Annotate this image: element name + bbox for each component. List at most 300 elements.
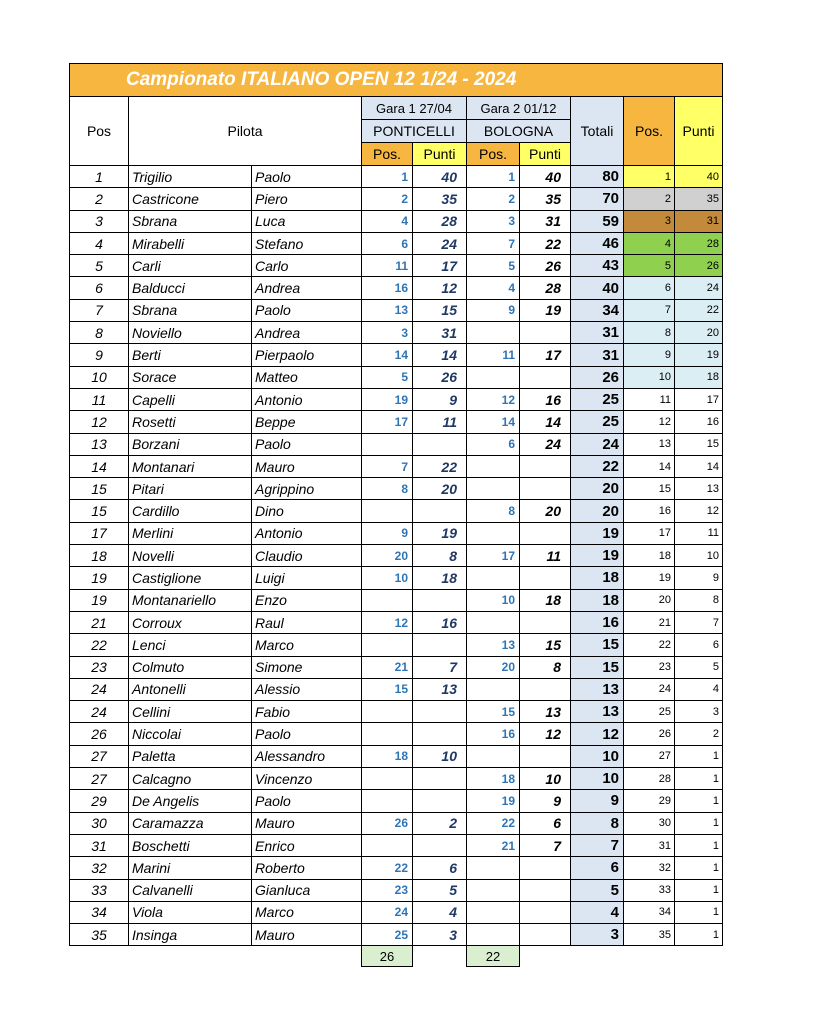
row-cognome: Trigilio: [129, 166, 252, 188]
row-final-pos: 6: [624, 277, 675, 299]
row-pos: 19: [70, 567, 129, 589]
row-g1-pos: 20: [362, 545, 413, 567]
row-g1-pos: [362, 433, 413, 455]
row-final-punti: 7: [675, 611, 723, 633]
row-cognome: Boschetti: [129, 834, 252, 856]
row-g2-punti: [520, 857, 571, 879]
row-g2-pos: [467, 924, 520, 946]
row-nome: Simone: [252, 656, 362, 678]
row-cognome: Rosetti: [129, 411, 252, 433]
row-g1-pos: 9: [362, 522, 413, 544]
row-final-punti: 20: [675, 322, 723, 344]
row-g2-pos: 21: [467, 834, 520, 856]
row-totale: 15: [571, 656, 624, 678]
row-g1-pos: 10: [362, 567, 413, 589]
row-cognome: Corroux: [129, 611, 252, 633]
row-final-pos: 25: [624, 701, 675, 723]
row-pos: 11: [70, 388, 129, 410]
row-cognome: Montanariello: [129, 589, 252, 611]
table-row: [70, 388, 723, 410]
table-row: [70, 232, 723, 254]
row-nome: Antonio: [252, 522, 362, 544]
footer-spacer-right: [520, 946, 723, 967]
table-row: [70, 656, 723, 678]
table-row: [70, 901, 723, 923]
standings-table: [69, 63, 723, 967]
row-g2-pos: [467, 879, 520, 901]
row-g2-pos: 18: [467, 768, 520, 790]
row-final-punti: 11: [675, 522, 723, 544]
row-g2-pos: [467, 522, 520, 544]
header-gara1: Gara 1 27/04: [362, 97, 467, 120]
row-nome: Andrea: [252, 277, 362, 299]
row-pos: 22: [70, 634, 129, 656]
row-g1-punti: 10: [413, 745, 467, 767]
row-g2-punti: 31: [520, 210, 571, 232]
header-gara2: Gara 2 01/12: [467, 97, 571, 120]
row-final-punti: 14: [675, 455, 723, 477]
row-g1-punti: 16: [413, 611, 467, 633]
row-totale: 20: [571, 500, 624, 522]
row-totale: 13: [571, 701, 624, 723]
row-g2-punti: 24: [520, 433, 571, 455]
row-final-punti: 2: [675, 723, 723, 745]
row-nome: Marco: [252, 634, 362, 656]
row-nome: Pierpaolo: [252, 344, 362, 366]
row-final-punti: 1: [675, 768, 723, 790]
row-g2-pos: 4: [467, 277, 520, 299]
row-final-punti: 12: [675, 500, 723, 522]
row-final-punti: 4: [675, 678, 723, 700]
table-row: [70, 188, 723, 210]
row-pos: 30: [70, 812, 129, 834]
row-g2-punti: 14: [520, 411, 571, 433]
row-nome: Matteo: [252, 366, 362, 388]
row-g1-pos: 3: [362, 322, 413, 344]
row-pos: 24: [70, 678, 129, 700]
table-row: [70, 857, 723, 879]
row-totale: 18: [571, 567, 624, 589]
row-g1-punti: 6: [413, 857, 467, 879]
table-row: [70, 500, 723, 522]
row-final-pos: 34: [624, 901, 675, 923]
table-row: [70, 277, 723, 299]
row-g1-pos: [362, 834, 413, 856]
row-g1-punti: 15: [413, 299, 467, 321]
row-g2-punti: 13: [520, 701, 571, 723]
table-row: [70, 299, 723, 321]
row-cognome: Caramazza: [129, 812, 252, 834]
row-g1-pos: 22: [362, 857, 413, 879]
row-g2-punti: [520, 879, 571, 901]
row-g1-punti: 12: [413, 277, 467, 299]
row-nome: Vincenzo: [252, 768, 362, 790]
table-row: [70, 255, 723, 277]
row-final-punti: 13: [675, 478, 723, 500]
table-row: [70, 545, 723, 567]
row-g1-pos: [362, 701, 413, 723]
row-g1-punti: 40: [413, 166, 467, 188]
table-row: [70, 522, 723, 544]
row-g1-punti: 2: [413, 812, 467, 834]
row-pos: 26: [70, 723, 129, 745]
row-final-pos: 29: [624, 790, 675, 812]
row-final-pos: 12: [624, 411, 675, 433]
row-pos: 21: [70, 611, 129, 633]
row-pos: 33: [70, 879, 129, 901]
row-g2-pos: 9: [467, 299, 520, 321]
row-totale: 19: [571, 545, 624, 567]
row-totale: 13: [571, 678, 624, 700]
row-g2-punti: 19: [520, 299, 571, 321]
row-final-pos: 17: [624, 522, 675, 544]
row-final-punti: 1: [675, 745, 723, 767]
row-g2-punti: [520, 478, 571, 500]
row-g2-pos: 15: [467, 701, 520, 723]
row-g1-pos: [362, 589, 413, 611]
row-final-punti: 1: [675, 834, 723, 856]
row-g1-pos: 11: [362, 255, 413, 277]
row-cognome: Novelli: [129, 545, 252, 567]
row-final-pos: 3: [624, 210, 675, 232]
row-g2-pos: 10: [467, 589, 520, 611]
row-nome: Paolo: [252, 299, 362, 321]
row-pos: 6: [70, 277, 129, 299]
row-g2-punti: 8: [520, 656, 571, 678]
row-nome: Gianluca: [252, 879, 362, 901]
row-g2-punti: 12: [520, 723, 571, 745]
row-g2-punti: [520, 366, 571, 388]
row-g1-punti: 18: [413, 567, 467, 589]
row-g1-punti: 13: [413, 678, 467, 700]
row-g1-pos: 5: [362, 366, 413, 388]
row-g1-pos: 6: [362, 232, 413, 254]
row-totale: 16: [571, 611, 624, 633]
row-final-punti: 40: [675, 166, 723, 188]
row-g2-pos: [467, 455, 520, 477]
row-g2-pos: 17: [467, 545, 520, 567]
row-g1-pos: 13: [362, 299, 413, 321]
row-final-punti: 24: [675, 277, 723, 299]
row-pos: 3: [70, 210, 129, 232]
row-g1-pos: 16: [362, 277, 413, 299]
row-g2-pos: 5: [467, 255, 520, 277]
row-nome: Mauro: [252, 455, 362, 477]
row-g2-pos: [467, 901, 520, 923]
row-cognome: Cardillo: [129, 500, 252, 522]
row-pos: 5: [70, 255, 129, 277]
row-g2-pos: 1: [467, 166, 520, 188]
row-totale: 4: [571, 901, 624, 923]
row-nome: Paolo: [252, 166, 362, 188]
row-totale: 34: [571, 299, 624, 321]
row-g1-punti: 5: [413, 879, 467, 901]
row-totale: 43: [571, 255, 624, 277]
row-cognome: Marini: [129, 857, 252, 879]
row-pos: 10: [70, 366, 129, 388]
row-g2-punti: [520, 322, 571, 344]
row-final-pos: 33: [624, 879, 675, 901]
row-totale: 31: [571, 322, 624, 344]
table-row: [70, 455, 723, 477]
row-totale: 25: [571, 388, 624, 410]
row-g2-punti: 28: [520, 277, 571, 299]
row-final-pos: 4: [624, 232, 675, 254]
row-nome: Antonio: [252, 388, 362, 410]
table-row: [70, 745, 723, 767]
row-g2-pos: 2: [467, 188, 520, 210]
row-pos: 23: [70, 656, 129, 678]
row-totale: 18: [571, 589, 624, 611]
row-g2-pos: 22: [467, 812, 520, 834]
row-g1-pos: 4: [362, 210, 413, 232]
row-g2-punti: 11: [520, 545, 571, 567]
table-row: [70, 812, 723, 834]
row-totale: 59: [571, 210, 624, 232]
row-g2-pos: 16: [467, 723, 520, 745]
table-row: [70, 723, 723, 745]
row-cognome: Castiglione: [129, 567, 252, 589]
row-totale: 15: [571, 634, 624, 656]
row-g1-pos: 24: [362, 901, 413, 923]
row-final-punti: 19: [675, 344, 723, 366]
header-final-punti: Punti: [675, 97, 723, 166]
count-gara2: 22: [467, 946, 520, 967]
row-totale: 26: [571, 366, 624, 388]
row-final-punti: 1: [675, 901, 723, 923]
row-cognome: Colmuto: [129, 656, 252, 678]
row-cognome: Sbrana: [129, 210, 252, 232]
row-g1-pos: 23: [362, 879, 413, 901]
row-totale: 19: [571, 522, 624, 544]
row-g2-punti: [520, 611, 571, 633]
row-g1-pos: 17: [362, 411, 413, 433]
table-row: [70, 433, 723, 455]
table-row: [70, 210, 723, 232]
row-g2-pos: 13: [467, 634, 520, 656]
row-nome: Carlo: [252, 255, 362, 277]
row-nome: Luca: [252, 210, 362, 232]
row-final-pos: 9: [624, 344, 675, 366]
row-totale: 6: [571, 857, 624, 879]
row-final-pos: 27: [624, 745, 675, 767]
row-final-punti: 28: [675, 232, 723, 254]
table-title: Campionato ITALIANO OPEN 12 1/24 - 2024: [70, 64, 723, 97]
table-row: [70, 678, 723, 700]
row-final-punti: 10: [675, 545, 723, 567]
row-nome: Alessandro: [252, 745, 362, 767]
row-final-punti: 16: [675, 411, 723, 433]
row-pos: 35: [70, 924, 129, 946]
row-final-punti: 1: [675, 879, 723, 901]
table-row: [70, 790, 723, 812]
row-g2-pos: 14: [467, 411, 520, 433]
row-final-punti: 5: [675, 656, 723, 678]
row-g2-punti: 20: [520, 500, 571, 522]
table-row: [70, 924, 723, 946]
row-nome: Agrippino: [252, 478, 362, 500]
row-nome: Alessio: [252, 678, 362, 700]
row-g2-punti: 35: [520, 188, 571, 210]
row-cognome: Calcagno: [129, 768, 252, 790]
row-nome: Stefano: [252, 232, 362, 254]
row-g2-pos: 6: [467, 433, 520, 455]
row-g2-punti: 10: [520, 768, 571, 790]
row-g2-pos: [467, 567, 520, 589]
row-totale: 12: [571, 723, 624, 745]
row-cognome: Berti: [129, 344, 252, 366]
row-final-pos: 22: [624, 634, 675, 656]
row-cognome: Calvanelli: [129, 879, 252, 901]
row-g1-punti: 31: [413, 322, 467, 344]
row-cognome: Borzani: [129, 433, 252, 455]
row-g1-pos: 8: [362, 478, 413, 500]
row-totale: 3: [571, 924, 624, 946]
row-g2-pos: 8: [467, 500, 520, 522]
row-final-pos: 19: [624, 567, 675, 589]
row-g1-pos: 21: [362, 656, 413, 678]
row-g2-pos: 12: [467, 388, 520, 410]
row-nome: Paolo: [252, 790, 362, 812]
row-nome: Roberto: [252, 857, 362, 879]
row-final-punti: 17: [675, 388, 723, 410]
row-final-pos: 35: [624, 924, 675, 946]
row-totale: 8: [571, 812, 624, 834]
footer-gap: [413, 946, 467, 967]
table-row: [70, 366, 723, 388]
row-totale: 10: [571, 768, 624, 790]
row-final-pos: 15: [624, 478, 675, 500]
row-g1-punti: [413, 790, 467, 812]
row-g1-punti: [413, 723, 467, 745]
row-pos: 32: [70, 857, 129, 879]
row-final-pos: 10: [624, 366, 675, 388]
row-final-pos: 20: [624, 589, 675, 611]
row-final-pos: 11: [624, 388, 675, 410]
row-final-pos: 18: [624, 545, 675, 567]
row-nome: Marco: [252, 901, 362, 923]
row-g1-punti: 28: [413, 210, 467, 232]
row-final-punti: 35: [675, 188, 723, 210]
row-nome: Raul: [252, 611, 362, 633]
row-cognome: Capelli: [129, 388, 252, 410]
row-nome: Beppe: [252, 411, 362, 433]
row-g1-punti: 17: [413, 255, 467, 277]
row-final-pos: 7: [624, 299, 675, 321]
row-pos: 2: [70, 188, 129, 210]
row-nome: Enrico: [252, 834, 362, 856]
row-pos: 27: [70, 768, 129, 790]
row-nome: Luigi: [252, 567, 362, 589]
row-totale: 31: [571, 344, 624, 366]
row-final-punti: 22: [675, 299, 723, 321]
row-g1-punti: [413, 589, 467, 611]
row-final-punti: 1: [675, 857, 723, 879]
row-pos: 15: [70, 500, 129, 522]
row-totale: 24: [571, 433, 624, 455]
row-final-pos: 31: [624, 834, 675, 856]
count-gara1: 26: [362, 946, 413, 967]
row-final-punti: 6: [675, 634, 723, 656]
row-final-pos: 13: [624, 433, 675, 455]
row-pos: 12: [70, 411, 129, 433]
row-final-punti: 26: [675, 255, 723, 277]
row-cognome: Viola: [129, 901, 252, 923]
row-totale: 20: [571, 478, 624, 500]
row-g1-punti: 9: [413, 388, 467, 410]
row-final-punti: 1: [675, 924, 723, 946]
row-final-pos: 2: [624, 188, 675, 210]
header-venue2: BOLOGNA: [467, 120, 571, 143]
row-final-punti: 8: [675, 589, 723, 611]
row-g2-punti: [520, 678, 571, 700]
row-final-punti: 31: [675, 210, 723, 232]
table-row: [70, 322, 723, 344]
table-row: [70, 166, 723, 188]
row-g2-punti: 40: [520, 166, 571, 188]
row-final-punti: 9: [675, 567, 723, 589]
row-cognome: Insinga: [129, 924, 252, 946]
row-g1-pos: [362, 790, 413, 812]
row-g1-punti: 22: [413, 455, 467, 477]
row-pos: 24: [70, 701, 129, 723]
row-pos: 7: [70, 299, 129, 321]
row-final-pos: 16: [624, 500, 675, 522]
row-g2-pos: [467, 745, 520, 767]
row-g2-punti: [520, 924, 571, 946]
row-g2-punti: 18: [520, 589, 571, 611]
row-totale: 10: [571, 745, 624, 767]
row-pos: 15: [70, 478, 129, 500]
row-final-pos: 24: [624, 678, 675, 700]
header-pos: Pos: [70, 97, 129, 166]
row-pos: 8: [70, 322, 129, 344]
row-cognome: Niccolai: [129, 723, 252, 745]
row-g2-punti: 15: [520, 634, 571, 656]
row-g2-pos: 19: [467, 790, 520, 812]
row-cognome: Castricone: [129, 188, 252, 210]
row-cognome: Paletta: [129, 745, 252, 767]
row-nome: Dino: [252, 500, 362, 522]
row-g1-punti: [413, 701, 467, 723]
row-g1-pos: 19: [362, 388, 413, 410]
row-nome: Andrea: [252, 322, 362, 344]
row-g1-pos: [362, 634, 413, 656]
row-final-pos: 14: [624, 455, 675, 477]
row-g2-pos: 11: [467, 344, 520, 366]
table-row: [70, 634, 723, 656]
row-final-pos: 30: [624, 812, 675, 834]
row-final-punti: 3: [675, 701, 723, 723]
row-g2-pos: [467, 857, 520, 879]
row-cognome: Carli: [129, 255, 252, 277]
header-totali: Totali: [571, 97, 624, 166]
row-nome: Mauro: [252, 924, 362, 946]
row-pos: 13: [70, 433, 129, 455]
row-totale: 40: [571, 277, 624, 299]
row-final-pos: 23: [624, 656, 675, 678]
table-row: [70, 611, 723, 633]
row-g1-punti: [413, 433, 467, 455]
row-final-pos: 32: [624, 857, 675, 879]
row-nome: Enzo: [252, 589, 362, 611]
row-final-pos: 5: [624, 255, 675, 277]
row-pos: 31: [70, 834, 129, 856]
row-pos: 4: [70, 232, 129, 254]
row-g1-punti: 19: [413, 522, 467, 544]
table-row: [70, 567, 723, 589]
row-cognome: Noviello: [129, 322, 252, 344]
